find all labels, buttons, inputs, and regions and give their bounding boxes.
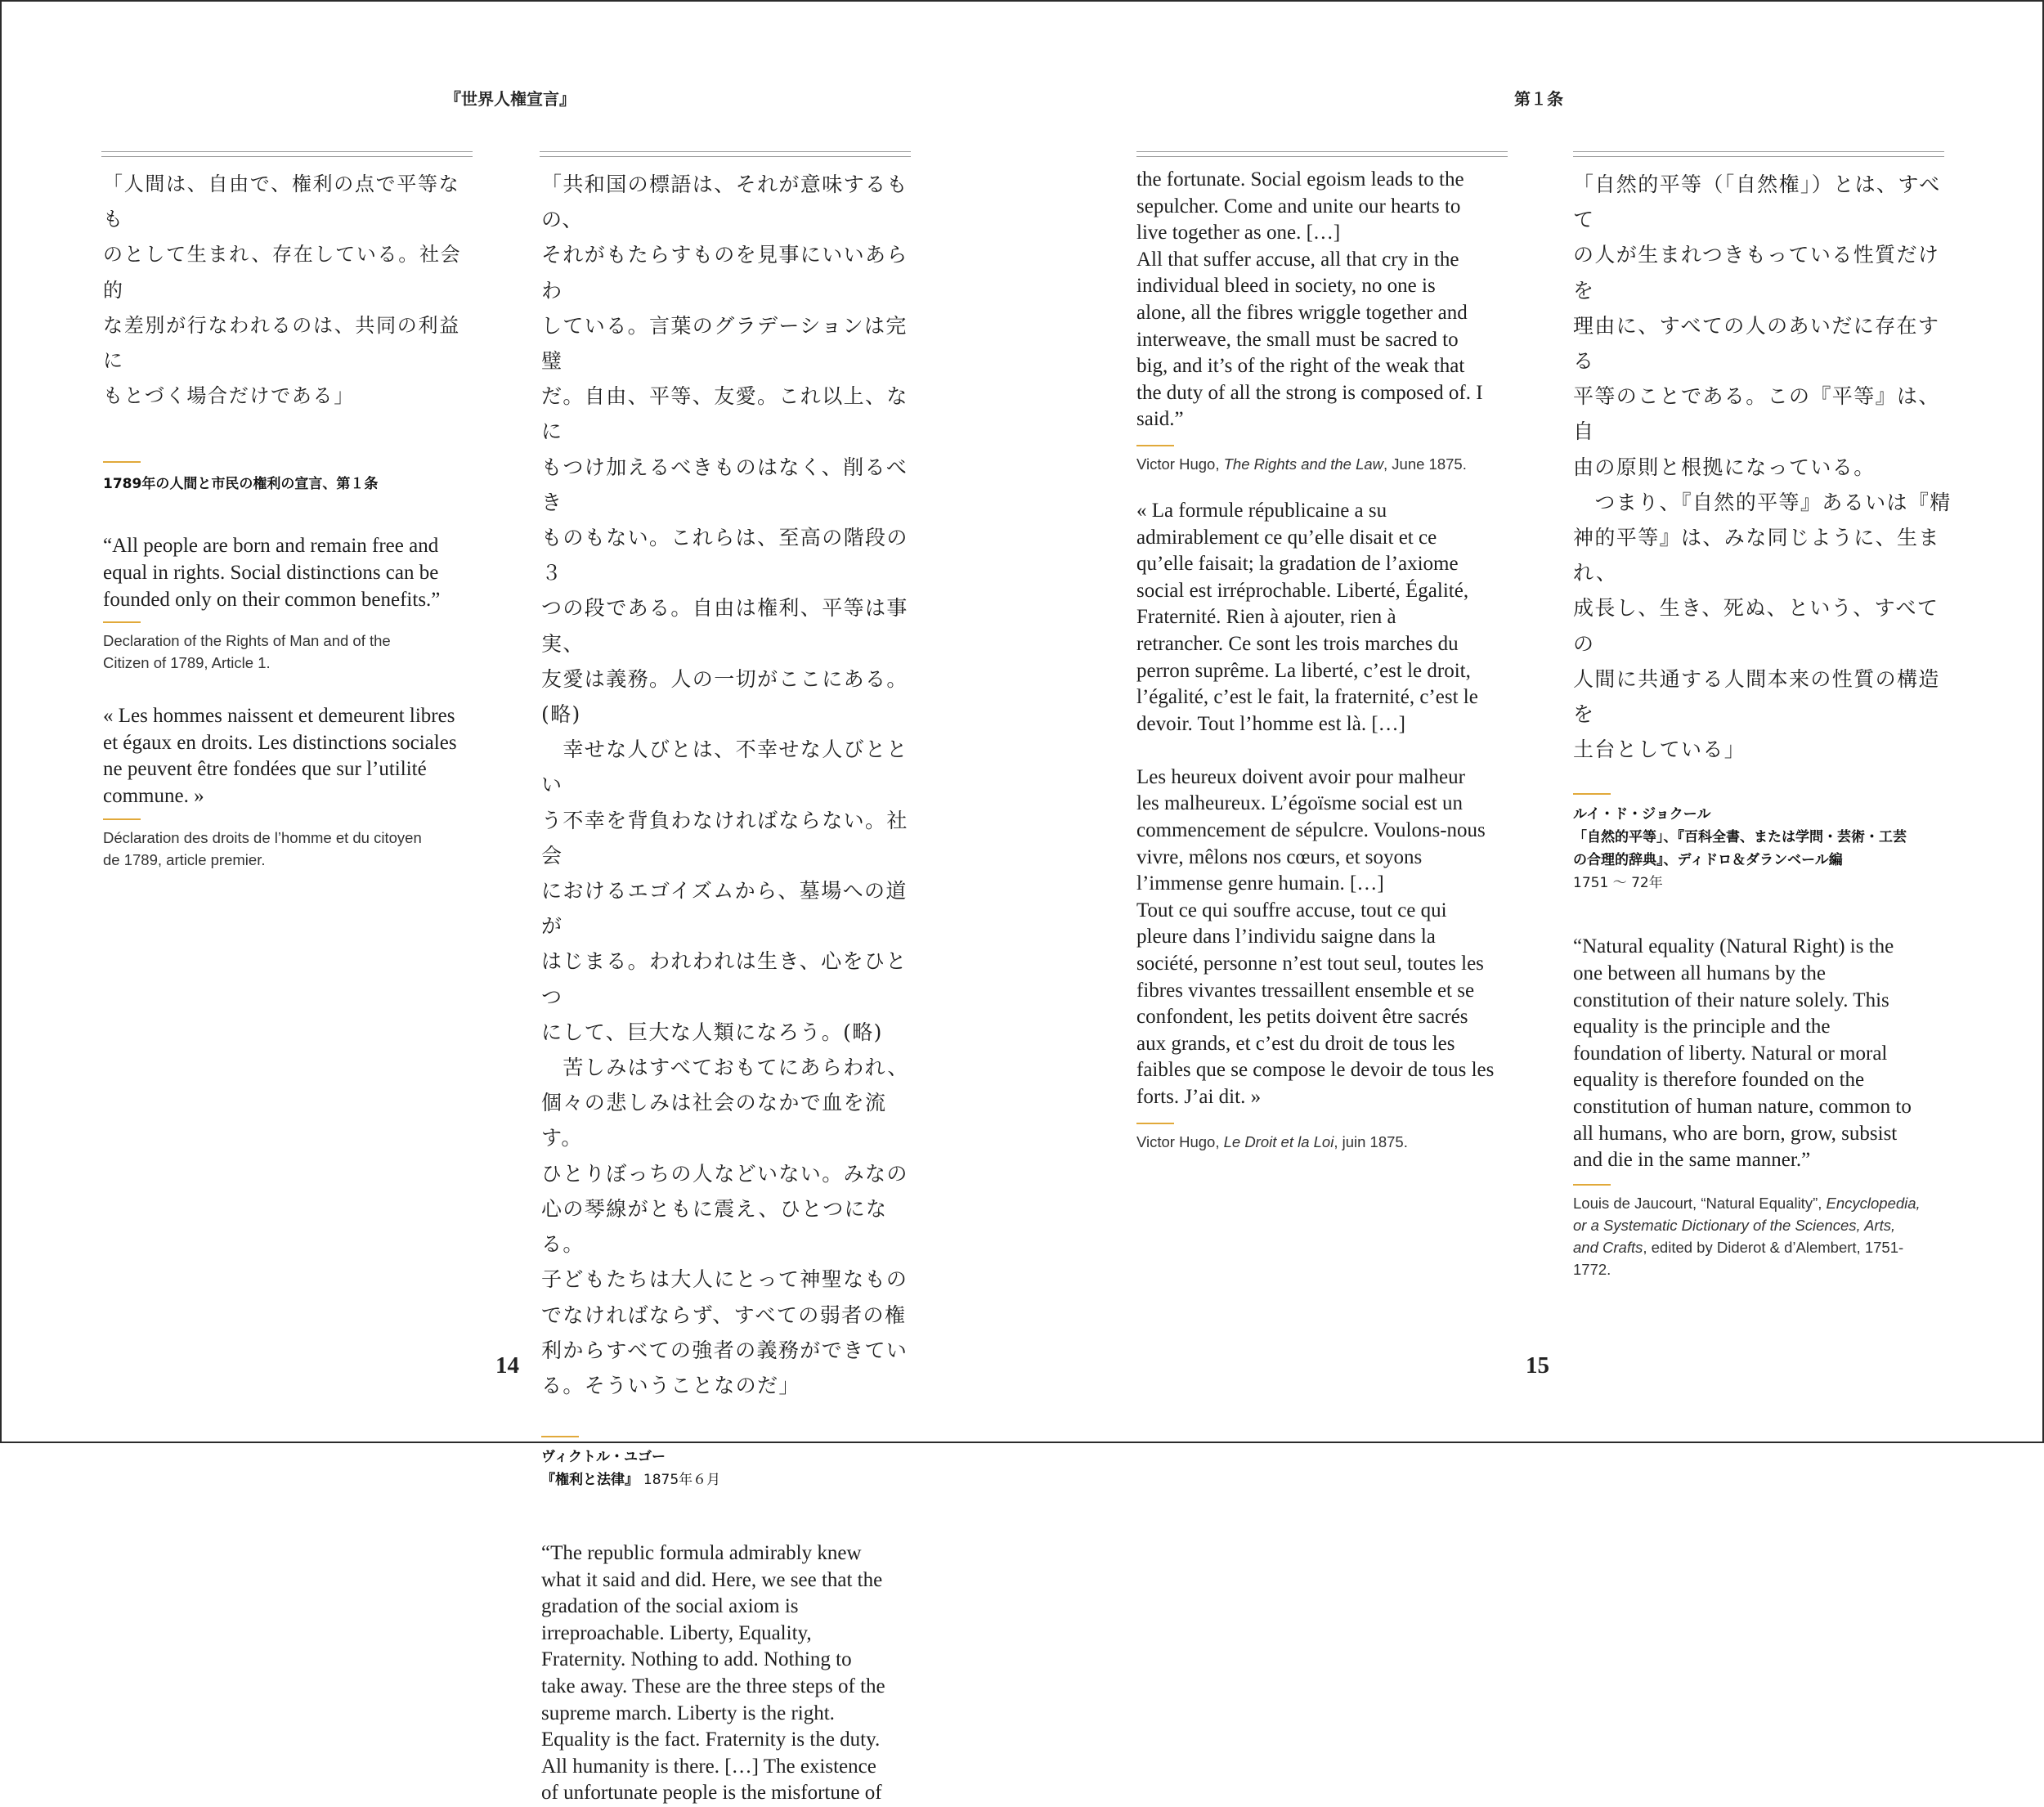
page-number-left: 14 <box>495 1352 519 1379</box>
fr-quote-hugo: « La formule républicaine a su admirablement ce qu’elle disait et ce qu’elle faisait; la gradation de l’axiome social est irréprochable. Liberté, Égalité, Fraternité. Rien à ajouter, rien à retrancher. Ce sont les trois marches du perron suprême. La liberté, c’est le droit, l’égalité, c’est le fait, la fraternité, c’est le devoir. Tout l’homme est là. […] Les heureux doivent avoir pour malheur les malheureux. L’égoïsme social est un commencement de sépulcre. Voulons-nous vivre, mêlons nos cœurs, et soyons l’immense genre humain. […] Tout ce qui souffre accuse, tout ce qui pleure dans l’individu saigne dans la société, personne n’est tout seul, toutes les fibres vivantes tressaillent ensemble et se confondent, les petits doivent être sacrés aux grands, et c’est du droit de tous les faibles que se compose le devoir de tous les forts. J’ai dit. » <box>1136 499 1495 1108</box>
jp-source-jaucourt <box>1573 803 1957 872</box>
column-rule-3 <box>1136 151 1508 157</box>
source-date: , June 1875. <box>1383 455 1467 473</box>
en-quote-jaucourt: “Natural equality (Natural Right) is the one between all humans by the constitution of their nature solely. This equality is the principle and the foundation of liberty. Natural or moral equality is therefore founded on the constitution of human nature, common to all humans, who are born, grow, subsist and die in the same manner.” <box>1573 935 1912 1172</box>
fr-source-declaration: Déclaration des droits de l’homme et du citoyen de 1789, article premier. <box>103 828 422 868</box>
en-quote-hugo-part2: the fortunate. Social egoism leads to the sepulcher. Come and unite our hearts to live together as one. […] All that suffer accuse, all that cry in the individual bleed in society, no one is alone, all the fibres wriggle together and interweave, the small must be sacred to big, and it’s of the right of the weak that the duty of all the strong is composed of. I said.” <box>1136 168 1483 431</box>
en-source-hugo <box>1136 453 1521 475</box>
jp-quote-hugo: 「共和国の標語は、それが意味するもの、 それがもたらすものを見事にいいあらわ している。言葉のグラデーションは完璧 だ。自由、平等、友愛。これ以上、なに もつけ加えるべきものはなく、削るべき ものもない。これらは、至高の階段の３ つの段である。自由は権利、平等は事実、 友愛は義務。人の一切がここにある。(略) 幸せな人びとは、不幸せな人びととい う不幸を背負わなければならない。社会 におけるエゴイズムから、墓場への道が はじまる。われわれは生き、心をひとつ にして、巨大な人類になろう。(略) 苦しみはすべておもてにあらわれ、 個々の悲しみは社会のなかで血を流す。 ひとりぼっちの人などいない。みなの 心の琴線がともに震え、ひとつになる。 子どもたちは大人にとって神聖なもの でなければならず、すべての弱者の権 利からすべての強者の義務ができてい る。そういうことなのだ」 <box>541 173 909 1397</box>
fr-source-hugo <box>1136 1131 1521 1153</box>
page-number-right: 15 <box>1526 1352 1549 1379</box>
en-quote-declaration: “All people are born and remain free and equal in rights. Social distinctions can be founded only on their common benefits.” <box>103 535 441 611</box>
source-rest: , edited by Diderot & d’Alembert, 1751- 1772. <box>1573 1238 1904 1278</box>
jp-source-date: 1875年６月 <box>643 1472 721 1489</box>
gold-divider <box>1573 1184 1611 1186</box>
source-title: Encyclopedia, or a Systematic Dictionary of the Sciences, Arts, and Crafts <box>1573 1194 1921 1256</box>
jp-quote-declaration: 「人間は、自由で、権利の点で平等なも のとして生まれ、存在している。社会的 な差別が行なわれるのは、共同の利益に もとづく場合だけである」 <box>103 173 462 408</box>
left-running-title: 『世界人権宣言』 <box>445 89 576 109</box>
gold-divider <box>1136 1123 1174 1124</box>
column-rule-4 <box>1573 151 1944 157</box>
en-source-declaration: Declaration of the Rights of Man and of the Citizen of 1789, Article 1. <box>103 632 391 672</box>
column-3 <box>1136 167 1521 1153</box>
gold-divider <box>103 621 141 623</box>
column-rule-1 <box>101 151 473 157</box>
en-quote-hugo-part1: “The republic formula admirably knew what it said and did. Here, we see that the gradation of the social axiom is irreproachable. Liberty, Equality, Fraternity. Nothing to add. Nothing to take away. These are the three steps of the supreme march. Liberty is the right. Equality is the fact. Fraternity is the duty. All humanity is there. […] The existence of unfortunate people is the misfortune of <box>541 1542 885 1805</box>
column-4 <box>1573 167 1957 1280</box>
jp-source-author: ヴィクトル・ユゴー <box>541 1449 666 1466</box>
source-title: The Rights and the Law <box>1223 455 1384 473</box>
jp-source-line1: 「自然的平等」、『百科全書、または学問・芸術・工芸 <box>1573 829 1907 846</box>
jp-quote-jaucourt: 「自然的平等（「自然権」）とは、すべて の人が生まれつきもっている性質だけを 理由に、すべての人のあいだに存在する 平等のことである。この『平等』は、自 由の原則と根拠になっている。 つまり、『自然的平等』あるいは『精 神的平等』は、みな同じように、生まれ、 成長し、生き、死ぬ、という、すべての 人間に共通する人間本来の性質の構造を 土台としている」 <box>1573 173 1952 762</box>
source-author: Victor Hugo, <box>1136 455 1224 473</box>
jp-source-date: 1751 ～ 72年 <box>1573 875 1663 892</box>
right-running-title: 第１条 <box>1514 89 1563 109</box>
jp-source-hugo <box>541 1446 926 1491</box>
gold-divider <box>541 1436 579 1437</box>
gold-divider <box>103 461 141 463</box>
column-1 <box>103 167 479 871</box>
gold-divider <box>1573 793 1611 795</box>
jp-source-title: 『権利と法律』 <box>541 1472 639 1489</box>
jp-source-line2: の合理的辞典』、ディドロ＆ダランベール編 <box>1573 852 1843 869</box>
column-rule-2 <box>540 151 911 157</box>
source-author: Louis de Jaucourt, “Natural Equality”, <box>1573 1194 1827 1212</box>
fr-quote-declaration: « Les hommes naissent et demeurent libres et égaux en droits. Les distinctions sociales ne peuvent être fondées que sur l’utilité commune. » <box>103 705 457 807</box>
jp-source-declaration: 1789年の人間と市民の権利の宣言、第１条 <box>103 476 379 493</box>
gold-divider <box>103 818 141 820</box>
en-source-jaucourt <box>1573 1192 1957 1280</box>
source-date: , juin 1875. <box>1334 1132 1408 1150</box>
column-2 <box>541 167 926 1807</box>
jp-source-author: ルイ・ド・ジョクール <box>1573 806 1711 823</box>
source-author: Victor Hugo, <box>1136 1132 1224 1150</box>
source-title: Le Droit et la Loi <box>1223 1132 1334 1150</box>
gold-divider <box>1136 445 1174 446</box>
